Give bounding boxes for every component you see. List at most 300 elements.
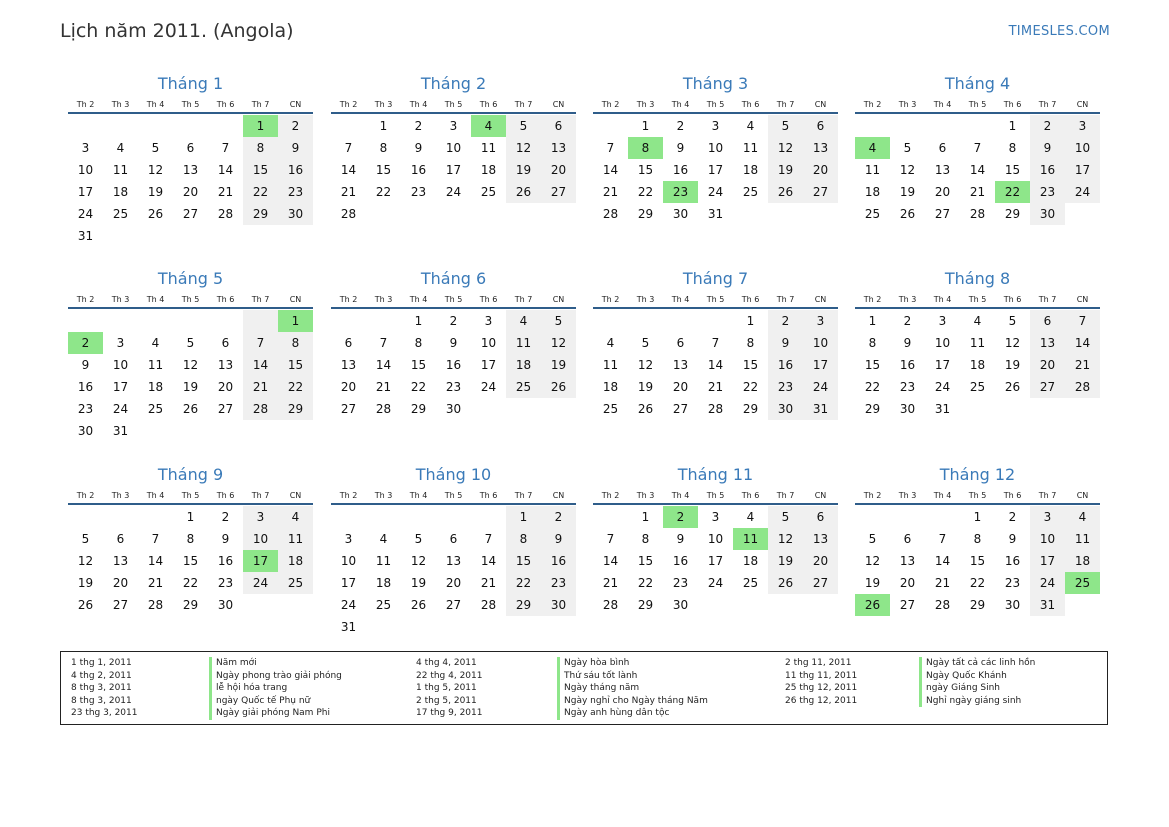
day-cell[interactable]: 7 xyxy=(221,141,230,155)
day-cell[interactable]: 12 xyxy=(506,137,541,159)
day-cell[interactable]: 19 xyxy=(182,380,199,394)
day-cell[interactable]: 15 xyxy=(182,554,199,568)
day-cell[interactable]: 13 xyxy=(672,358,689,372)
day-cell[interactable]: 12 xyxy=(541,332,576,354)
day-cell[interactable]: 9 xyxy=(449,336,458,350)
day-cell[interactable]: 14 xyxy=(375,358,392,372)
holiday-day-cell[interactable]: 22 xyxy=(995,181,1030,203)
day-cell[interactable]: 12 xyxy=(147,163,164,177)
day-cell[interactable]: 16 xyxy=(1030,159,1065,181)
day-cell[interactable]: 22 xyxy=(969,576,986,590)
day-cell[interactable]: 30 xyxy=(1004,598,1021,612)
day-cell[interactable]: 22 xyxy=(742,380,759,394)
holiday-day-cell[interactable]: 1 xyxy=(243,115,278,137)
day-cell[interactable]: 1 xyxy=(641,119,650,133)
day-cell[interactable]: 10 xyxy=(707,141,724,155)
day-cell[interactable]: 24 xyxy=(707,185,724,199)
day-cell[interactable]: 29 xyxy=(637,207,654,221)
holiday-day-cell[interactable]: 26 xyxy=(855,594,890,616)
day-cell[interactable]: 12 xyxy=(1004,336,1021,350)
day-cell[interactable]: 4 xyxy=(116,141,125,155)
day-cell[interactable]: 29 xyxy=(742,402,759,416)
day-cell[interactable]: 10 xyxy=(340,554,357,568)
day-cell[interactable]: 16 xyxy=(541,550,576,572)
day-cell[interactable]: 20 xyxy=(803,159,838,181)
day-cell[interactable]: 22 xyxy=(506,572,541,594)
day-cell[interactable]: 5 xyxy=(414,532,423,546)
day-cell[interactable]: 18 xyxy=(480,163,497,177)
day-cell[interactable]: 27 xyxy=(803,181,838,203)
holiday-day-cell[interactable]: 1 xyxy=(278,310,313,332)
day-cell[interactable]: 8 xyxy=(414,336,423,350)
day-cell[interactable]: 19 xyxy=(864,576,881,590)
day-cell[interactable]: 13 xyxy=(541,137,576,159)
day-cell[interactable]: 9 xyxy=(221,532,230,546)
day-cell[interactable]: 27 xyxy=(541,181,576,203)
day-cell[interactable]: 30 xyxy=(278,203,313,225)
day-cell[interactable]: 26 xyxy=(1004,380,1021,394)
day-cell[interactable]: 4 xyxy=(1065,506,1100,528)
day-cell[interactable]: 27 xyxy=(217,402,234,416)
day-cell[interactable]: 22 xyxy=(637,576,654,590)
day-cell[interactable]: 6 xyxy=(221,336,230,350)
day-cell[interactable]: 20 xyxy=(182,185,199,199)
day-cell[interactable]: 14 xyxy=(243,354,278,376)
day-cell[interactable]: 24 xyxy=(707,576,724,590)
day-cell[interactable]: 24 xyxy=(77,207,94,221)
day-cell[interactable]: 6 xyxy=(186,141,195,155)
day-cell[interactable]: 27 xyxy=(182,207,199,221)
day-cell[interactable]: 20 xyxy=(112,576,129,590)
holiday-day-cell[interactable]: 4 xyxy=(855,137,890,159)
day-cell[interactable]: 2 xyxy=(449,314,458,328)
day-cell[interactable]: 29 xyxy=(969,598,986,612)
day-cell[interactable]: 2 xyxy=(768,310,803,332)
day-cell[interactable]: 14 xyxy=(602,554,619,568)
day-cell[interactable]: 13 xyxy=(217,358,234,372)
day-cell[interactable]: 12 xyxy=(899,163,916,177)
day-cell[interactable]: 15 xyxy=(864,358,881,372)
day-cell[interactable]: 11 xyxy=(278,528,313,550)
day-cell[interactable]: 13 xyxy=(182,163,199,177)
day-cell[interactable]: 21 xyxy=(217,185,234,199)
day-cell[interactable]: 10 xyxy=(243,528,278,550)
day-cell[interactable]: 20 xyxy=(340,380,357,394)
day-cell[interactable]: 19 xyxy=(506,159,541,181)
day-cell[interactable]: 30 xyxy=(899,402,916,416)
day-cell[interactable]: 26 xyxy=(77,598,94,612)
day-cell[interactable]: 17 xyxy=(934,358,951,372)
day-cell[interactable]: 23 xyxy=(278,181,313,203)
day-cell[interactable]: 27 xyxy=(340,402,357,416)
day-cell[interactable]: 17 xyxy=(340,576,357,590)
day-cell[interactable]: 12 xyxy=(637,358,654,372)
day-cell[interactable]: 1 xyxy=(414,314,423,328)
day-cell[interactable]: 9 xyxy=(278,137,313,159)
day-cell[interactable]: 25 xyxy=(480,185,497,199)
day-cell[interactable]: 26 xyxy=(768,572,803,594)
day-cell[interactable]: 8 xyxy=(868,336,877,350)
day-cell[interactable]: 9 xyxy=(676,141,685,155)
day-cell[interactable]: 1 xyxy=(186,510,195,524)
day-cell[interactable]: 13 xyxy=(899,554,916,568)
day-cell[interactable]: 16 xyxy=(1004,554,1021,568)
day-cell[interactable]: 26 xyxy=(899,207,916,221)
day-cell[interactable]: 20 xyxy=(541,159,576,181)
day-cell[interactable]: 4 xyxy=(506,310,541,332)
day-cell[interactable]: 19 xyxy=(768,550,803,572)
day-cell[interactable]: 20 xyxy=(1030,354,1065,376)
day-cell[interactable]: 13 xyxy=(934,163,951,177)
holiday-day-cell[interactable]: 11 xyxy=(733,528,768,550)
day-cell[interactable]: 6 xyxy=(676,336,685,350)
day-cell[interactable]: 17 xyxy=(1065,159,1100,181)
day-cell[interactable]: 17 xyxy=(445,163,462,177)
day-cell[interactable]: 18 xyxy=(506,354,541,376)
day-cell[interactable]: 14 xyxy=(480,554,497,568)
day-cell[interactable]: 24 xyxy=(1065,181,1100,203)
day-cell[interactable]: 15 xyxy=(278,354,313,376)
day-cell[interactable]: 14 xyxy=(147,554,164,568)
day-cell[interactable]: 26 xyxy=(182,402,199,416)
day-cell[interactable]: 21 xyxy=(602,185,619,199)
day-cell[interactable]: 15 xyxy=(742,358,759,372)
day-cell[interactable]: 19 xyxy=(147,185,164,199)
day-cell[interactable]: 30 xyxy=(672,598,689,612)
day-cell[interactable]: 28 xyxy=(602,598,619,612)
day-cell[interactable]: 1 xyxy=(379,119,388,133)
holiday-day-cell[interactable]: 2 xyxy=(663,506,698,528)
day-cell[interactable]: 15 xyxy=(969,554,986,568)
day-cell[interactable]: 1 xyxy=(973,510,982,524)
day-cell[interactable]: 25 xyxy=(742,576,759,590)
day-cell[interactable]: 11 xyxy=(506,332,541,354)
day-cell[interactable]: 17 xyxy=(803,354,838,376)
day-cell[interactable]: 16 xyxy=(899,358,916,372)
day-cell[interactable]: 16 xyxy=(217,554,234,568)
day-cell[interactable]: 23 xyxy=(541,572,576,594)
day-cell[interactable]: 4 xyxy=(973,314,982,328)
day-cell[interactable]: 4 xyxy=(606,336,615,350)
day-cell[interactable]: 6 xyxy=(903,532,912,546)
day-cell[interactable]: 23 xyxy=(672,576,689,590)
day-cell[interactable]: 6 xyxy=(344,336,353,350)
day-cell[interactable]: 25 xyxy=(112,207,129,221)
day-cell[interactable]: 11 xyxy=(1065,528,1100,550)
day-cell[interactable]: 23 xyxy=(768,376,803,398)
day-cell[interactable]: 21 xyxy=(707,380,724,394)
day-cell[interactable]: 16 xyxy=(768,354,803,376)
day-cell[interactable]: 2 xyxy=(278,115,313,137)
day-cell[interactable]: 10 xyxy=(1030,528,1065,550)
day-cell[interactable]: 3 xyxy=(484,314,493,328)
day-cell[interactable]: 14 xyxy=(217,163,234,177)
day-cell[interactable]: 7 xyxy=(606,141,615,155)
day-cell[interactable]: 22 xyxy=(375,185,392,199)
day-cell[interactable]: 11 xyxy=(375,554,392,568)
day-cell[interactable]: 6 xyxy=(541,115,576,137)
day-cell[interactable]: 15 xyxy=(637,163,654,177)
day-cell[interactable]: 9 xyxy=(1030,137,1065,159)
day-cell[interactable]: 30 xyxy=(1030,203,1065,225)
day-cell[interactable]: 12 xyxy=(182,358,199,372)
day-cell[interactable]: 18 xyxy=(1065,550,1100,572)
day-cell[interactable]: 9 xyxy=(903,336,912,350)
day-cell[interactable]: 21 xyxy=(375,380,392,394)
holiday-day-cell[interactable]: 2 xyxy=(68,332,103,354)
day-cell[interactable]: 2 xyxy=(414,119,423,133)
day-cell[interactable]: 29 xyxy=(243,203,278,225)
day-cell[interactable]: 15 xyxy=(506,550,541,572)
day-cell[interactable]: 8 xyxy=(186,532,195,546)
day-cell[interactable]: 20 xyxy=(672,380,689,394)
day-cell[interactable]: 30 xyxy=(672,207,689,221)
day-cell[interactable]: 31 xyxy=(340,620,357,634)
day-cell[interactable]: 30 xyxy=(541,594,576,616)
site-link[interactable]: TIMESLES.COM xyxy=(1008,24,1110,39)
day-cell[interactable]: 7 xyxy=(243,332,278,354)
day-cell[interactable]: 20 xyxy=(934,185,951,199)
day-cell[interactable]: 13 xyxy=(112,554,129,568)
day-cell[interactable]: 28 xyxy=(602,207,619,221)
day-cell[interactable]: 2 xyxy=(1008,510,1017,524)
day-cell[interactable]: 13 xyxy=(1030,332,1065,354)
day-cell[interactable]: 10 xyxy=(1065,137,1100,159)
day-cell[interactable]: 7 xyxy=(973,141,982,155)
day-cell[interactable]: 23 xyxy=(445,380,462,394)
day-cell[interactable]: 21 xyxy=(243,376,278,398)
day-cell[interactable]: 3 xyxy=(711,510,720,524)
day-cell[interactable]: 30 xyxy=(445,402,462,416)
day-cell[interactable]: 14 xyxy=(340,163,357,177)
day-cell[interactable]: 7 xyxy=(938,532,947,546)
day-cell[interactable]: 27 xyxy=(899,598,916,612)
day-cell[interactable]: 24 xyxy=(1030,572,1065,594)
day-cell[interactable]: 16 xyxy=(410,163,427,177)
day-cell[interactable]: 28 xyxy=(147,598,164,612)
holiday-day-cell[interactable]: 4 xyxy=(471,115,506,137)
day-cell[interactable]: 18 xyxy=(278,550,313,572)
day-cell[interactable]: 8 xyxy=(973,532,982,546)
day-cell[interactable]: 24 xyxy=(340,598,357,612)
day-cell[interactable]: 5 xyxy=(768,506,803,528)
day-cell[interactable]: 1 xyxy=(868,314,877,328)
day-cell[interactable]: 4 xyxy=(151,336,160,350)
day-cell[interactable]: 16 xyxy=(445,358,462,372)
day-cell[interactable]: 24 xyxy=(445,185,462,199)
day-cell[interactable]: 3 xyxy=(711,119,720,133)
day-cell[interactable]: 18 xyxy=(864,185,881,199)
day-cell[interactable]: 13 xyxy=(803,137,838,159)
day-cell[interactable]: 7 xyxy=(1065,310,1100,332)
day-cell[interactable]: 6 xyxy=(1030,310,1065,332)
day-cell[interactable]: 20 xyxy=(445,576,462,590)
day-cell[interactable]: 24 xyxy=(480,380,497,394)
day-cell[interactable]: 16 xyxy=(278,159,313,181)
day-cell[interactable]: 23 xyxy=(1030,181,1065,203)
day-cell[interactable]: 5 xyxy=(903,141,912,155)
holiday-day-cell[interactable]: 17 xyxy=(243,550,278,572)
day-cell[interactable]: 7 xyxy=(711,336,720,350)
day-cell[interactable]: 20 xyxy=(899,576,916,590)
day-cell[interactable]: 5 xyxy=(151,141,160,155)
day-cell[interactable]: 22 xyxy=(243,181,278,203)
day-cell[interactable]: 1 xyxy=(746,314,755,328)
day-cell[interactable]: 4 xyxy=(379,532,388,546)
day-cell[interactable]: 15 xyxy=(637,554,654,568)
day-cell[interactable]: 3 xyxy=(938,314,947,328)
day-cell[interactable]: 29 xyxy=(182,598,199,612)
day-cell[interactable]: 31 xyxy=(1030,594,1065,616)
day-cell[interactable]: 3 xyxy=(243,506,278,528)
day-cell[interactable]: 15 xyxy=(1004,163,1021,177)
day-cell[interactable]: 4 xyxy=(278,506,313,528)
day-cell[interactable]: 23 xyxy=(899,380,916,394)
day-cell[interactable]: 3 xyxy=(81,141,90,155)
day-cell[interactable]: 30 xyxy=(77,424,94,438)
day-cell[interactable]: 29 xyxy=(637,598,654,612)
day-cell[interactable]: 10 xyxy=(480,336,497,350)
day-cell[interactable]: 25 xyxy=(742,185,759,199)
day-cell[interactable]: 28 xyxy=(243,398,278,420)
day-cell[interactable]: 10 xyxy=(112,358,129,372)
day-cell[interactable]: 13 xyxy=(340,358,357,372)
day-cell[interactable]: 18 xyxy=(742,163,759,177)
day-cell[interactable]: 18 xyxy=(969,358,986,372)
day-cell[interactable]: 4 xyxy=(746,119,755,133)
day-cell[interactable]: 30 xyxy=(217,598,234,612)
day-cell[interactable]: 27 xyxy=(1030,376,1065,398)
day-cell[interactable]: 15 xyxy=(243,159,278,181)
day-cell[interactable]: 6 xyxy=(449,532,458,546)
day-cell[interactable]: 3 xyxy=(116,336,125,350)
day-cell[interactable]: 7 xyxy=(379,336,388,350)
day-cell[interactable]: 24 xyxy=(243,572,278,594)
day-cell[interactable]: 8 xyxy=(278,332,313,354)
day-cell[interactable]: 21 xyxy=(1065,354,1100,376)
day-cell[interactable]: 12 xyxy=(864,554,881,568)
day-cell[interactable]: 19 xyxy=(637,380,654,394)
day-cell[interactable]: 10 xyxy=(77,163,94,177)
day-cell[interactable]: 25 xyxy=(864,207,881,221)
holiday-day-cell[interactable]: 25 xyxy=(1065,572,1100,594)
day-cell[interactable]: 29 xyxy=(410,402,427,416)
day-cell[interactable]: 2 xyxy=(903,314,912,328)
day-cell[interactable]: 26 xyxy=(768,181,803,203)
day-cell[interactable]: 13 xyxy=(803,528,838,550)
day-cell[interactable]: 11 xyxy=(480,141,497,155)
day-cell[interactable]: 25 xyxy=(375,598,392,612)
day-cell[interactable]: 20 xyxy=(217,380,234,394)
day-cell[interactable]: 19 xyxy=(541,354,576,376)
day-cell[interactable]: 3 xyxy=(803,310,838,332)
day-cell[interactable]: 26 xyxy=(147,207,164,221)
day-cell[interactable]: 7 xyxy=(151,532,160,546)
day-cell[interactable]: 29 xyxy=(278,398,313,420)
day-cell[interactable]: 4 xyxy=(746,510,755,524)
day-cell[interactable]: 5 xyxy=(186,336,195,350)
day-cell[interactable]: 14 xyxy=(1065,332,1100,354)
day-cell[interactable]: 25 xyxy=(278,572,313,594)
day-cell[interactable]: 2 xyxy=(1030,115,1065,137)
day-cell[interactable]: 16 xyxy=(672,554,689,568)
day-cell[interactable]: 12 xyxy=(410,554,427,568)
day-cell[interactable]: 6 xyxy=(116,532,125,546)
day-cell[interactable]: 5 xyxy=(506,115,541,137)
day-cell[interactable]: 3 xyxy=(449,119,458,133)
day-cell[interactable]: 9 xyxy=(1008,532,1017,546)
day-cell[interactable]: 11 xyxy=(864,163,881,177)
day-cell[interactable]: 10 xyxy=(445,141,462,155)
day-cell[interactable]: 9 xyxy=(541,528,576,550)
day-cell[interactable]: 25 xyxy=(147,402,164,416)
day-cell[interactable]: 17 xyxy=(77,185,94,199)
day-cell[interactable]: 28 xyxy=(480,598,497,612)
day-cell[interactable]: 27 xyxy=(112,598,129,612)
day-cell[interactable]: 15 xyxy=(375,163,392,177)
day-cell[interactable]: 28 xyxy=(969,207,986,221)
day-cell[interactable]: 11 xyxy=(602,358,619,372)
day-cell[interactable]: 2 xyxy=(221,510,230,524)
day-cell[interactable]: 6 xyxy=(803,115,838,137)
day-cell[interactable]: 8 xyxy=(641,532,650,546)
day-cell[interactable]: 25 xyxy=(602,402,619,416)
day-cell[interactable]: 5 xyxy=(641,336,650,350)
day-cell[interactable]: 17 xyxy=(112,380,129,394)
day-cell[interactable]: 24 xyxy=(803,376,838,398)
day-cell[interactable]: 18 xyxy=(147,380,164,394)
day-cell[interactable]: 27 xyxy=(672,402,689,416)
day-cell[interactable]: 8 xyxy=(379,141,388,155)
day-cell[interactable]: 12 xyxy=(77,554,94,568)
day-cell[interactable]: 12 xyxy=(768,137,803,159)
day-cell[interactable]: 18 xyxy=(602,380,619,394)
day-cell[interactable]: 13 xyxy=(445,554,462,568)
day-cell[interactable]: 25 xyxy=(969,380,986,394)
day-cell[interactable]: 1 xyxy=(506,506,541,528)
day-cell[interactable]: 28 xyxy=(934,598,951,612)
day-cell[interactable]: 17 xyxy=(707,554,724,568)
day-cell[interactable]: 16 xyxy=(672,163,689,177)
day-cell[interactable]: 9 xyxy=(676,532,685,546)
day-cell[interactable]: 31 xyxy=(112,424,129,438)
day-cell[interactable]: 7 xyxy=(344,141,353,155)
day-cell[interactable]: 7 xyxy=(606,532,615,546)
day-cell[interactable]: 3 xyxy=(344,532,353,546)
day-cell[interactable]: 19 xyxy=(899,185,916,199)
day-cell[interactable]: 21 xyxy=(340,185,357,199)
day-cell[interactable]: 27 xyxy=(934,207,951,221)
day-cell[interactable]: 21 xyxy=(602,576,619,590)
day-cell[interactable]: 5 xyxy=(541,310,576,332)
day-cell[interactable]: 14 xyxy=(969,163,986,177)
day-cell[interactable]: 7 xyxy=(484,532,493,546)
day-cell[interactable]: 10 xyxy=(934,336,951,350)
day-cell[interactable]: 23 xyxy=(410,185,427,199)
day-cell[interactable]: 8 xyxy=(506,528,541,550)
day-cell[interactable]: 22 xyxy=(864,380,881,394)
day-cell[interactable]: 24 xyxy=(112,402,129,416)
day-cell[interactable]: 29 xyxy=(864,402,881,416)
day-cell[interactable]: 21 xyxy=(480,576,497,590)
day-cell[interactable]: 23 xyxy=(217,576,234,590)
day-cell[interactable]: 26 xyxy=(541,376,576,398)
day-cell[interactable]: 3 xyxy=(1065,115,1100,137)
day-cell[interactable]: 9 xyxy=(414,141,423,155)
day-cell[interactable]: 9 xyxy=(768,332,803,354)
day-cell[interactable]: 20 xyxy=(803,550,838,572)
day-cell[interactable]: 1 xyxy=(1008,119,1017,133)
